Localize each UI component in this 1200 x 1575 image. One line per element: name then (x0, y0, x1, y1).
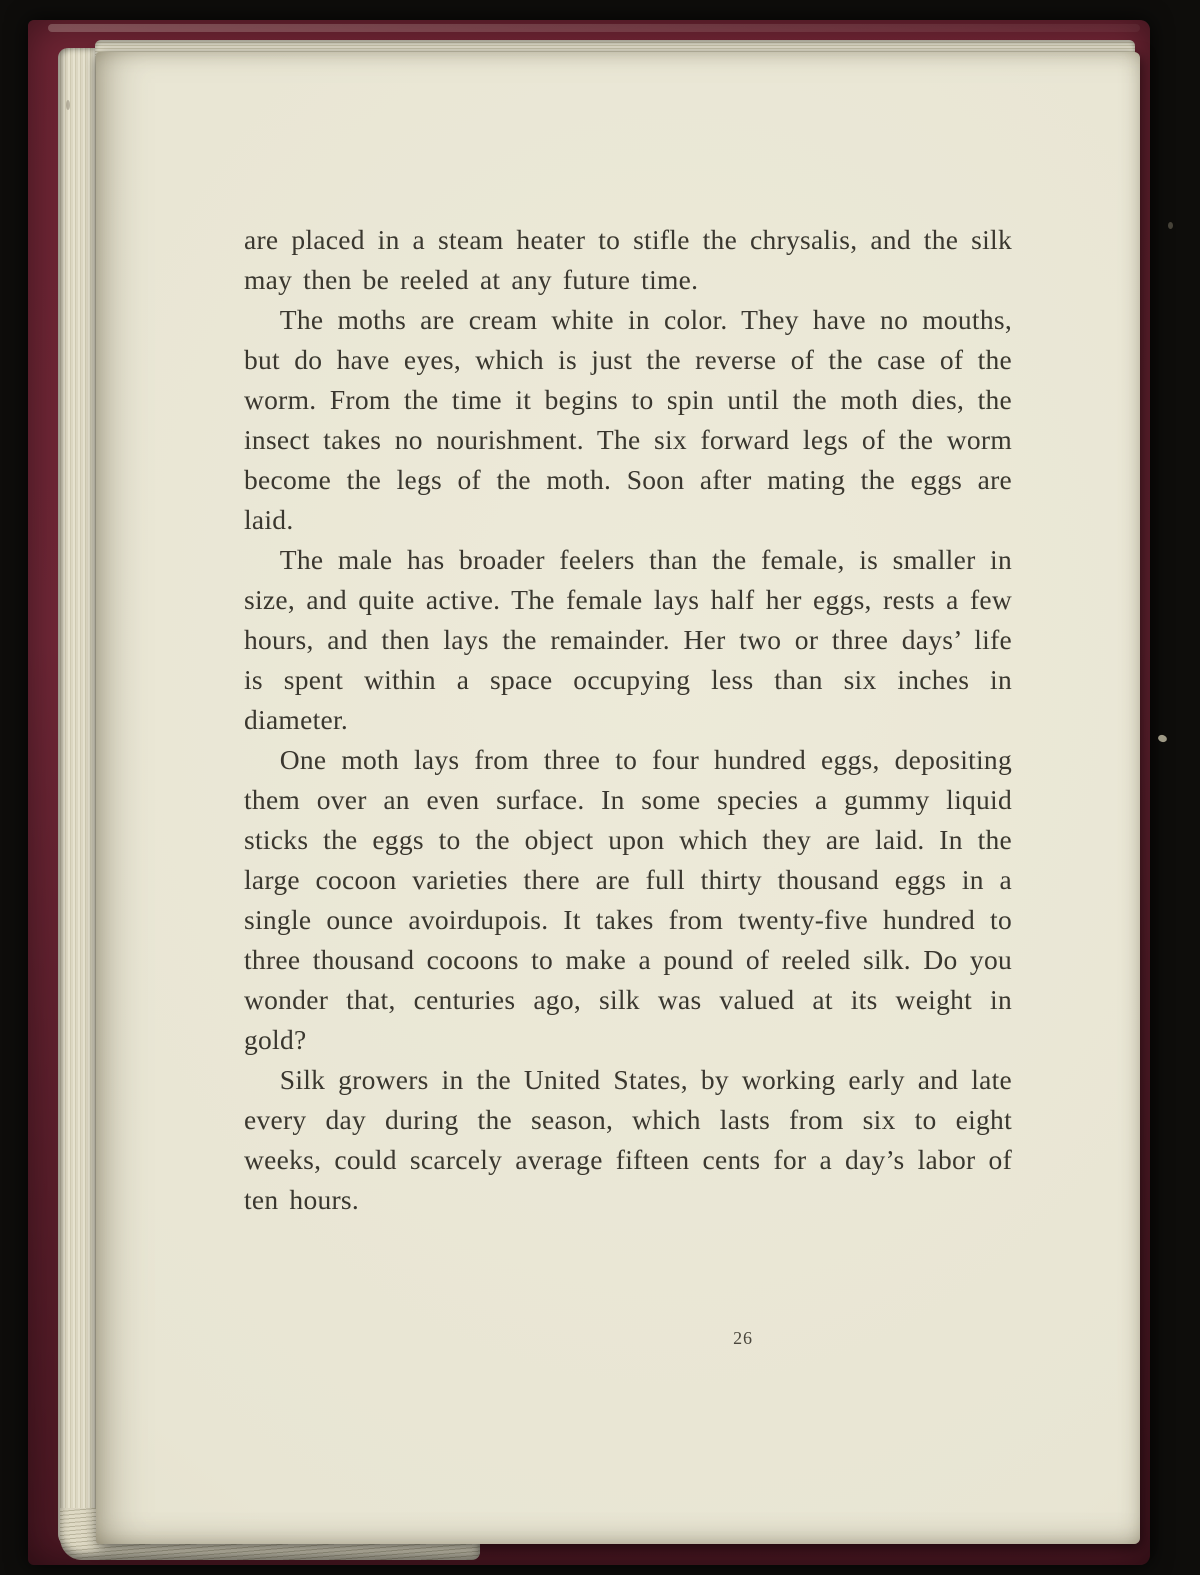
scan-speck (66, 100, 70, 110)
page-text-block (244, 220, 1012, 1220)
paragraph: are placed in a steam heater to stifle the chrysalis, and the silk may then be reeled at any future time. (244, 224, 1012, 295)
book-page (96, 52, 1140, 1544)
page-number: 26 (733, 1328, 753, 1348)
paragraph: Silk growers in the United States, by working early and late every day during the season, which lasts from six to eight weeks, could scarcely average fifteen cents for a day’s labor of ten hours. (244, 1064, 1012, 1215)
paragraph: The male has broader feelers than the female, is smaller in size, and quite active. The female lays half her eggs, rests a few hours, and then lays the remainder. Her two or three days’ life is spent within a space occupying less than six inches in diameter. (244, 544, 1012, 735)
scan-speck (1157, 734, 1168, 744)
scan-speck (1168, 222, 1173, 229)
paragraph: One moth lays from three to four hundred eggs, depositing them over an even surface. In some species a gummy liquid sticks the eggs to the object upon which they are laid. In the large cocoon varieties there are full thirty thousand eggs in a single ounce avoirdupois. It takes from twenty-five hundred to three thousand cocoons to make a pound of reeled silk. Do you wonder that, centuries ago, silk was valued at its weight in gold? (244, 744, 1012, 1055)
paragraph: The moths are cream white in color. They have no mouths, but do have eyes, which is just the reverse of the case of the worm. From the time it begins to spin until the moth dies, the insect takes no nourishment. The six forward legs of the worm become the legs of the moth. Soon after mating the eggs are laid. (244, 304, 1012, 535)
